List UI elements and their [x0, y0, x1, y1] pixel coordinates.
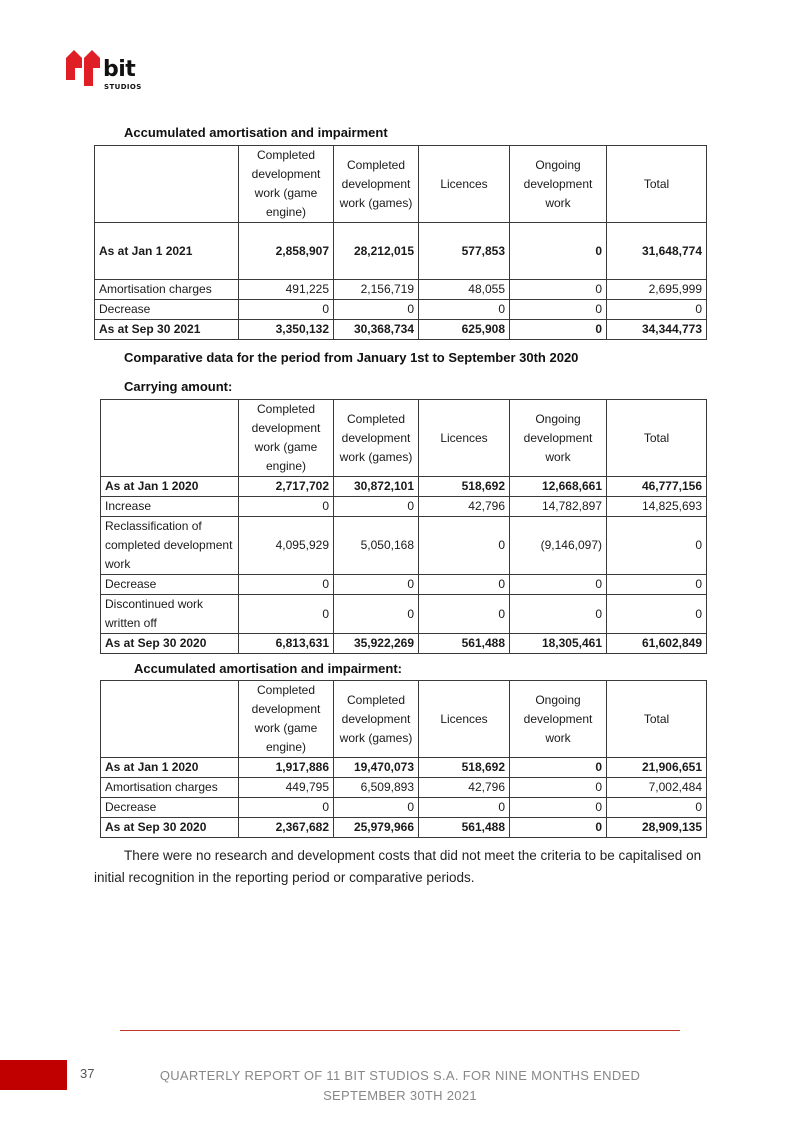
row-label: As at Sep 30 2020: [101, 818, 239, 838]
cell-value: 0: [419, 517, 510, 575]
table-row: [101, 517, 707, 575]
cell-value: 2,156,719: [334, 280, 419, 300]
cell-value: 7,002,484: [607, 778, 707, 798]
cell-value: 0: [334, 300, 419, 320]
table-row: [101, 634, 707, 654]
table-row: [101, 595, 707, 634]
row-label: As at Jan 1 2020: [101, 758, 239, 778]
section1-table: [94, 145, 707, 340]
cell-value: 518,692: [419, 477, 510, 497]
cell-value: 28,909,135: [607, 818, 707, 838]
cell-value: 0: [510, 223, 607, 280]
cell-value: 0: [419, 798, 510, 818]
cell-value: 2,717,702: [239, 477, 334, 497]
table-row: [95, 223, 707, 280]
row-label: Decrease: [101, 798, 239, 818]
cell-value: 0: [239, 595, 334, 634]
cell-value: 0: [607, 517, 707, 575]
logo-mark-icon: [66, 50, 100, 86]
cell-value: 0: [510, 595, 607, 634]
column-header: Completed development work (games): [334, 400, 419, 477]
cell-value: 1,917,886: [239, 758, 334, 778]
cell-value: 0: [510, 798, 607, 818]
cell-value: 19,470,073: [334, 758, 419, 778]
cell-value: 4,095,929: [239, 517, 334, 575]
cell-value: 12,668,661: [510, 477, 607, 497]
table-row: [101, 575, 707, 595]
cell-value: 3,350,132: [239, 320, 334, 340]
row-label: Reclassification of completed development work: [101, 517, 239, 575]
table-row: [95, 320, 707, 340]
cell-value: 18,305,461: [510, 634, 607, 654]
cell-value: 0: [607, 798, 707, 818]
row-label: Amortisation charges: [95, 280, 239, 300]
cell-value: 0: [334, 595, 419, 634]
cell-value: 0: [419, 300, 510, 320]
cell-value: 6,509,893: [334, 778, 419, 798]
header-corner: [101, 681, 239, 758]
section2-title: Carrying amount:: [124, 379, 233, 394]
closing-paragraph: [94, 845, 706, 889]
cell-value: 35,922,269: [334, 634, 419, 654]
cell-value: (9,146,097): [510, 517, 607, 575]
cell-value: 561,488: [419, 634, 510, 654]
cell-value: 0: [607, 595, 707, 634]
cell-value: 518,692: [419, 758, 510, 778]
table-row: [95, 300, 707, 320]
row-label: As at Jan 1 2021: [95, 223, 239, 280]
page-marker: [0, 1060, 67, 1090]
logo-word: bit: [103, 57, 136, 82]
cell-value: 21,906,651: [607, 758, 707, 778]
row-label: Decrease: [101, 575, 239, 595]
header-corner: [101, 400, 239, 477]
column-header: Licences: [419, 146, 510, 223]
cell-value: 28,212,015: [334, 223, 419, 280]
cell-value: 0: [419, 595, 510, 634]
cell-value: 5,050,168: [334, 517, 419, 575]
row-label: Increase: [101, 497, 239, 517]
section3-table: [100, 680, 707, 838]
footer-rule: [120, 1030, 680, 1031]
column-header: Licences: [419, 681, 510, 758]
row-label: Amortisation charges: [101, 778, 239, 798]
cell-value: 2,695,999: [607, 280, 707, 300]
cell-value: 48,055: [419, 280, 510, 300]
cell-value: 42,796: [419, 778, 510, 798]
closing-paragraph-text: There were no research and development costs that did not meet the criteria to be capitalised on initial recognition in the reporting period or comparative periods.: [94, 848, 702, 885]
column-header: Completed development work (game engine): [239, 146, 334, 223]
column-header: Ongoing development work: [510, 146, 607, 223]
cell-value: 0: [510, 575, 607, 595]
cell-value: 2,858,907: [239, 223, 334, 280]
cell-value: 30,368,734: [334, 320, 419, 340]
cell-value: 0: [510, 758, 607, 778]
column-header: Completed development work (game engine): [239, 400, 334, 477]
cell-value: 0: [239, 300, 334, 320]
table-row: [101, 798, 707, 818]
section3-title: Accumulated amortisation and impairment:: [134, 661, 402, 676]
table-row: [95, 280, 707, 300]
cell-value: 0: [334, 497, 419, 517]
cell-value: 14,782,897: [510, 497, 607, 517]
cell-value: 0: [334, 575, 419, 595]
row-label: Discontinued work written off: [101, 595, 239, 634]
page-number: 37: [80, 1066, 95, 1081]
table-row: [101, 818, 707, 838]
column-header: Ongoing development work: [510, 400, 607, 477]
cell-value: 61,602,849: [607, 634, 707, 654]
cell-value: 449,795: [239, 778, 334, 798]
cell-value: 0: [239, 798, 334, 818]
column-header: Total: [607, 146, 707, 223]
column-header: Total: [607, 681, 707, 758]
cell-value: 14,825,693: [607, 497, 707, 517]
cell-value: 46,777,156: [607, 477, 707, 497]
column-header: Completed development work (games): [334, 146, 419, 223]
cell-value: 0: [510, 818, 607, 838]
cell-value: 0: [239, 497, 334, 517]
header-row: [95, 146, 707, 223]
cell-value: 577,853: [419, 223, 510, 280]
cell-value: 2,367,682: [239, 818, 334, 838]
table-row: [101, 497, 707, 517]
cell-value: 0: [239, 575, 334, 595]
cell-value: 31,648,774: [607, 223, 707, 280]
cell-value: 0: [510, 320, 607, 340]
comparative-title: Comparative data for the period from January 1st to September 30th 2020: [124, 350, 579, 365]
logo-subtitle: STUDIOS: [104, 83, 142, 91]
cell-value: 0: [607, 300, 707, 320]
row-label: As at Sep 30 2020: [101, 634, 239, 654]
cell-value: 30,872,101: [334, 477, 419, 497]
cell-value: 491,225: [239, 280, 334, 300]
cell-value: 0: [510, 300, 607, 320]
row-label: Decrease: [95, 300, 239, 320]
cell-value: 0: [334, 798, 419, 818]
header-row: [101, 681, 707, 758]
row-label: As at Sep 30 2021: [95, 320, 239, 340]
cell-value: 0: [419, 575, 510, 595]
column-header: Ongoing development work: [510, 681, 607, 758]
cell-value: 34,344,773: [607, 320, 707, 340]
footer-text: QUARTERLY REPORT OF 11 BIT STUDIOS S.A. FOR NINE MONTHS ENDED SEPTEMBER 30TH 2021: [159, 1068, 641, 1103]
header-row: [101, 400, 707, 477]
header-corner: [95, 146, 239, 223]
column-header: Completed development work (games): [334, 681, 419, 758]
cell-value: 0: [607, 575, 707, 595]
cell-value: 561,488: [419, 818, 510, 838]
cell-value: 625,908: [419, 320, 510, 340]
column-header: Completed development work (game engine): [239, 681, 334, 758]
column-header: Total: [607, 400, 707, 477]
row-label: As at Jan 1 2020: [101, 477, 239, 497]
table-row: [101, 778, 707, 798]
company-logo: [66, 50, 148, 94]
cell-value: 0: [510, 778, 607, 798]
column-header: Licences: [419, 400, 510, 477]
cell-value: 6,813,631: [239, 634, 334, 654]
cell-value: 25,979,966: [334, 818, 419, 838]
section2-table: [100, 399, 707, 654]
cell-value: 42,796: [419, 497, 510, 517]
table-row: [101, 758, 707, 778]
cell-value: 0: [510, 280, 607, 300]
table-row: [101, 477, 707, 497]
section1-title: Accumulated amortisation and impairment: [124, 125, 388, 140]
